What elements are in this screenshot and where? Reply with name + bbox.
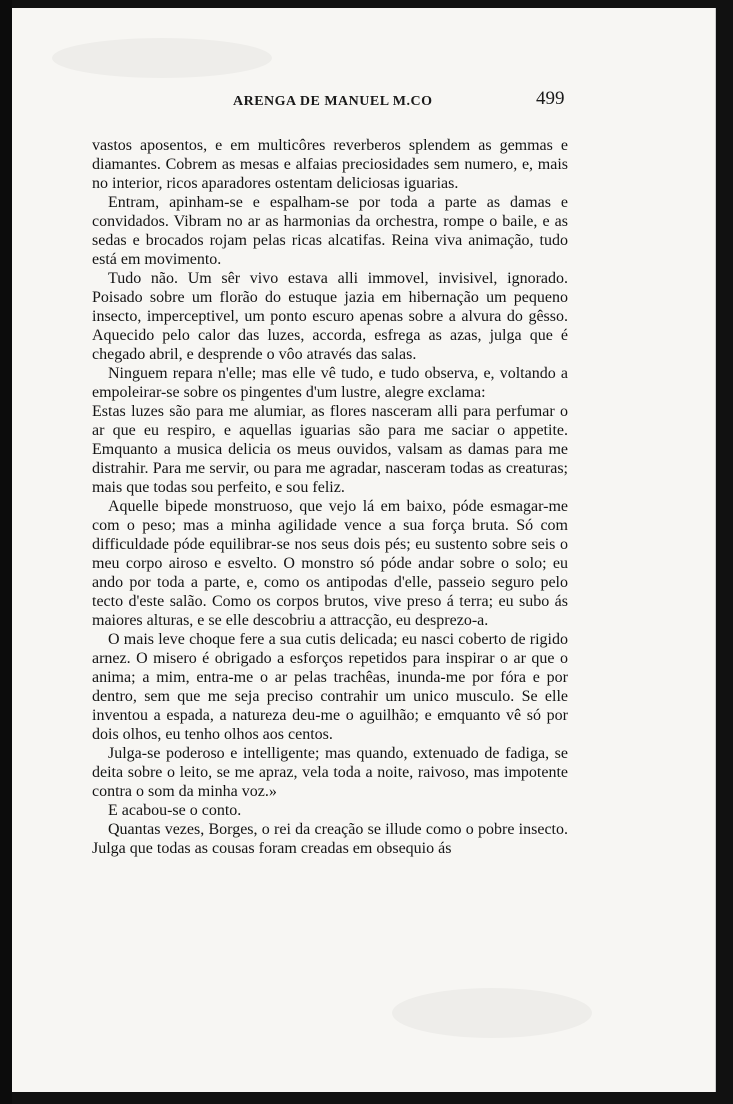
running-header (12, 88, 715, 118)
paragraph: Julga-se poderoso e intelligente; mas quando, extenuado de fadiga, se deita sobre o leito, se me apraz, vela toda a noite, raivoso, mas impotente contra o som da minha voz.» (92, 745, 568, 800)
paragraph: Entram, apinham-se e espalham-se por toda a parte as damas e convidados. Vibram no ar as harmonias da orchestra, rompe o baile, e as sedas e brocados rojam pelas ricas alcatifas. Reina viva animação, tudo está em movimento. (92, 194, 568, 268)
book-page (12, 8, 716, 1092)
paper-stain (392, 988, 592, 1038)
paragraph: Estas luzes são para me alumiar, as flores nasceram alli para perfumar o ar que eu respiro, e aquellas iguarias são para me saciar o appetite. Emquanto a musica delicia os meus ouvidos, valsam as damas para me distrahir. Para me servir, ou para me agradar, nasceram todas as creaturas; mais que todas sou perfeito, e sou feliz. (92, 403, 568, 496)
page-number: 499 (536, 88, 565, 109)
paper-stain (52, 38, 272, 78)
running-title: ARENGA DE MANUEL M.CO (233, 94, 433, 109)
paragraph: E acabou-se o conto. (108, 802, 242, 819)
paragraph: Aquelle bipede monstruoso, que vejo lá em baixo, póde esmagar-me com o peso; mas a minha agilidade vence a sua força bruta. Só com difficuldade póde equilibrar-se nos seus dois pés; eu sustento sobre seis o meu corpo airoso e esvelto. O monstro só póde andar sobre o solo; eu ando por toda a parte, e, como os antipodas d'elle, passeio seguro pelo tecto d'este salão. Como os corpos brutos, vive preso á terra; eu subo ás maiores alturas, e se elle descobriu a attracção, eu desprezo-a. (92, 498, 568, 629)
paragraph: Tudo não. Um sêr vivo estava alli immovel, invisivel, ignorado. Poisado sobre um florão do estuque jazia em hibernação um pequeno insecto, imperceptivel, um ponto escuro apenas sobre a alvura do gêsso. Aquecido pelo calor das luzes, accorda, esfrega as azas, julga que é chegado abril, e desprende o vôo através das salas. (92, 270, 568, 363)
paragraph: vastos aposentos, e em multicôres reverberos splendem as gemmas e diamantes. Cobrem as mesas e alfaias preciosidades sem numero, e, mais no interior, ricos aparadores ostentam deliciosas iguarias. (92, 137, 568, 192)
paragraph: Ninguem repara n'elle; mas elle vê tudo, e tudo observa, e, voltando a empoleirar-se sobre os pingentes d'um lustre, alegre exclama: (92, 365, 568, 401)
paragraph: O mais leve choque fere a sua cutis delicada; eu nasci coberto de rigido arnez. O misero é obrigado a esforços repetidos para inspirar o ar que o anima; a mim, entra-me o ar pelas trachêas, inunda-me por fóra e por dentro, sem que me seja preciso contrahir um unico musculo. Se elle inventou a espada, a natureza deu-me o aguilhão; e emquanto vê só por dois olhos, eu tenho olhos aos centos. (92, 631, 568, 743)
scan-border (0, 0, 12, 1104)
paragraph: Quantas vezes, Borges, o rei da creação se illude como o pobre insecto. Julga que todas as cousas foram creadas em obsequio ás (92, 821, 568, 857)
body-text (92, 136, 568, 858)
